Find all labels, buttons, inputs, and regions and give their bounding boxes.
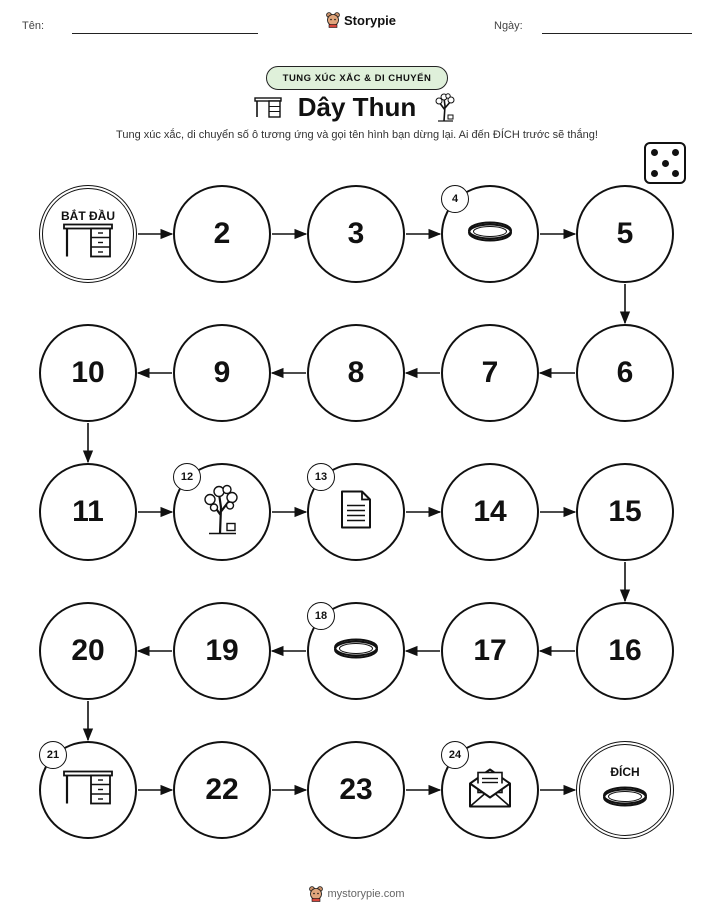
- cell-number: 20: [71, 634, 105, 667]
- cell-number: 3: [347, 217, 365, 250]
- page-title: Dây Thun: [297, 92, 417, 122]
- board-cell-24: [441, 741, 539, 839]
- cell-number: 16: [608, 634, 642, 667]
- footer: [0, 886, 714, 902]
- board-cell-20: [39, 602, 137, 700]
- cell-badge: 24: [441, 741, 469, 769]
- board-cell-2: [173, 185, 271, 283]
- board-cell-12: [173, 463, 271, 561]
- cell-number: 5: [616, 217, 634, 250]
- rubber-band-icon: [466, 218, 514, 251]
- cell-number: 9: [213, 356, 231, 389]
- rubber-band-icon: [601, 783, 649, 816]
- board-cell-7: [441, 324, 539, 422]
- cell-number: 7: [481, 356, 499, 389]
- board-cell-8: [307, 324, 405, 422]
- document-icon: [339, 489, 373, 536]
- cell-number: 17: [473, 634, 507, 667]
- cell-number: 23: [339, 773, 373, 806]
- cell-badge: 21: [39, 741, 67, 769]
- cell-number: 22: [205, 773, 239, 806]
- brand-text: Storypie: [344, 12, 397, 28]
- cell-number: 11: [72, 495, 104, 528]
- board-cell-11: [39, 463, 137, 561]
- cell-number: 8: [347, 356, 365, 389]
- board-cell-6: [576, 324, 674, 422]
- envelope-icon: [467, 766, 513, 815]
- board-cell-18: [307, 602, 405, 700]
- date-label: Ngày:: [494, 20, 523, 32]
- desk-icon: [63, 770, 113, 811]
- rubber-band-icon: [332, 635, 380, 668]
- board-cell-14: [441, 463, 539, 561]
- board-cell-17: [441, 602, 539, 700]
- cell-caption: ĐÍCH: [610, 765, 640, 779]
- instructions: Tung xúc xắc, di chuyển số ô tương ứng và gọi tên hình bạn dừng lại. Ai đến ĐÍCH trước sẽ thắng!: [116, 129, 598, 141]
- cell-badge: 4: [441, 185, 469, 213]
- board-cell-23: [307, 741, 405, 839]
- board-cell-5: [576, 185, 674, 283]
- cell-number: 14: [473, 495, 507, 528]
- name-label: Tên:: [22, 20, 45, 32]
- desk-icon: [63, 223, 113, 264]
- tree-icon: [200, 484, 244, 541]
- board-cell-1: [39, 185, 137, 283]
- game-tag: TUNG XÚC XẮC & DI CHUYỂN: [266, 66, 448, 90]
- board-cell-22: [173, 741, 271, 839]
- cell-badge: 12: [173, 463, 201, 491]
- board-cell-13: [307, 463, 405, 561]
- board-cell-25: [576, 741, 674, 839]
- board-cell-19: [173, 602, 271, 700]
- cell-caption: BẮT ĐẦU: [61, 209, 115, 223]
- cell-number: 15: [608, 495, 642, 528]
- board-cell-10: [39, 324, 137, 422]
- cell-number: 2: [213, 217, 231, 250]
- board-cell-15: [576, 463, 674, 561]
- board-cell-3: [307, 185, 405, 283]
- cell-number: 6: [616, 356, 634, 389]
- cell-badge: 18: [307, 602, 335, 630]
- cell-number: 19: [205, 634, 239, 667]
- board-cell-16: [576, 602, 674, 700]
- board-cell-9: [173, 324, 271, 422]
- cell-number: 10: [71, 356, 105, 389]
- footer-site: mystorypie.com: [327, 888, 405, 900]
- board-cell-4: [441, 185, 539, 283]
- cell-badge: 13: [307, 463, 335, 491]
- board-cell-21: [39, 741, 137, 839]
- footer-bear-icon: [309, 886, 323, 902]
